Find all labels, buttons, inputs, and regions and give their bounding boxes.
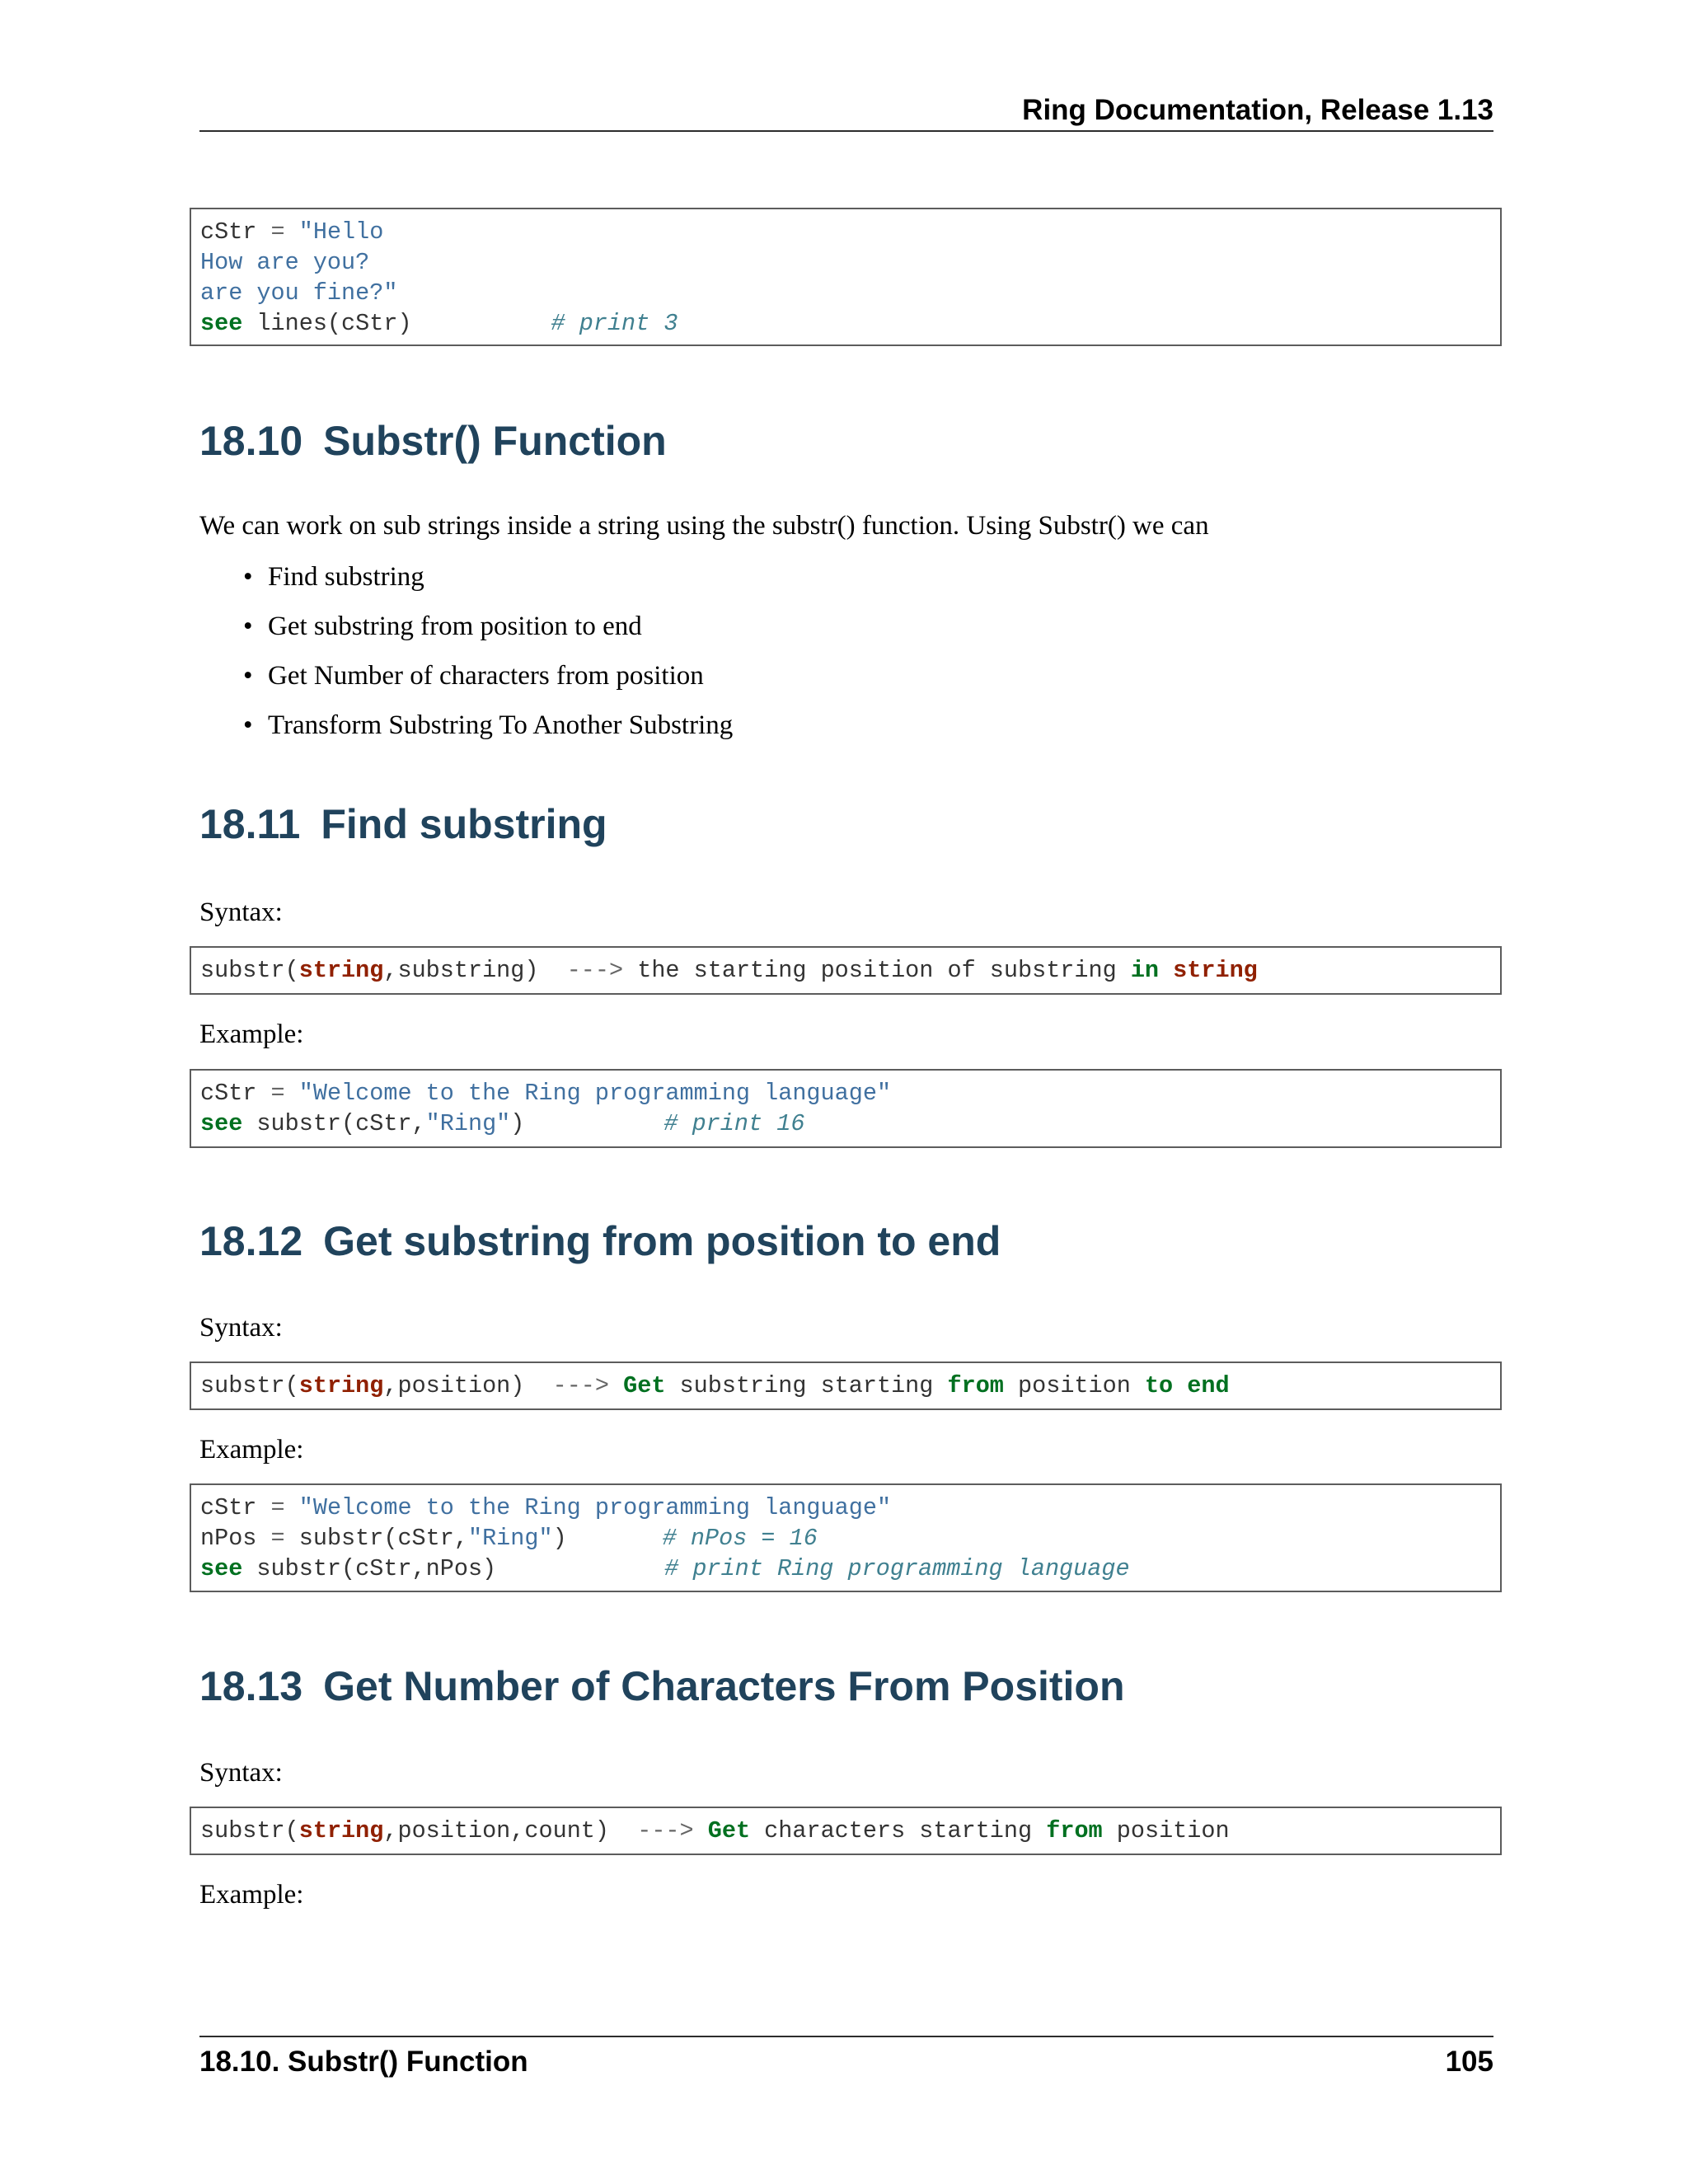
code-comment: # nPos = 16 [662, 1525, 818, 1552]
code-token: from [947, 1372, 1004, 1399]
list-item [243, 610, 733, 643]
code-block-example-position [190, 1483, 1502, 1592]
code-token: cStr [200, 1494, 257, 1521]
running-header [199, 91, 1493, 132]
code-token: "Welcome to the Ring programming language" [298, 1080, 892, 1107]
code-token: cStr [200, 1080, 257, 1107]
list-item [243, 659, 733, 692]
syntax-label: Syntax: [199, 898, 283, 927]
code-token: substr(cStr,nPos) [242, 1555, 497, 1582]
code-line [200, 1108, 1500, 1139]
bullet-icon: • [243, 562, 253, 592]
code-token: substr( [200, 1817, 299, 1844]
code-line [200, 217, 1500, 247]
code-block-syntax-find [190, 946, 1502, 995]
code-token: see [200, 1555, 243, 1582]
code-line [200, 1816, 1500, 1846]
running-footer [199, 2036, 1493, 2087]
code-token: ) [510, 1110, 525, 1137]
code-token: to [1144, 1372, 1174, 1399]
feature-list [243, 560, 733, 758]
code-token: substr(cStr, [298, 1525, 468, 1552]
section-title: Substr() Function [323, 418, 667, 464]
code-token: = [256, 1080, 299, 1107]
list-item-text: Transform Substring To Another Substring [268, 710, 734, 740]
section-title: Get substring from position to end [323, 1218, 1001, 1264]
code-token: "Ring" [467, 1525, 553, 1552]
header-title: Ring Documentation, Release 1.13 [1022, 94, 1493, 126]
code-comment: # print 3 [551, 310, 678, 337]
code-line [200, 308, 1500, 339]
bullet-icon: • [243, 710, 253, 740]
code-token: ---> [566, 957, 624, 984]
code-token: string [1173, 957, 1258, 984]
code-token: = [256, 1494, 299, 1521]
code-comment: # print Ring programming language [664, 1555, 1130, 1582]
code-token: string [298, 957, 384, 984]
list-item [243, 709, 733, 742]
code-token: end [1187, 1372, 1230, 1399]
code-token: position [1003, 1372, 1145, 1399]
code-token: nPos [200, 1525, 257, 1552]
code-line: are you fine?" [200, 279, 398, 307]
code-token: ---> [637, 1817, 694, 1844]
code-line [200, 955, 1500, 986]
list-item [243, 560, 733, 593]
code-token: substr( [200, 1372, 299, 1399]
section-title: Find substring [321, 801, 607, 847]
code-line [200, 1493, 1500, 1523]
code-token: = [256, 218, 299, 246]
example-label: Example: [199, 1880, 304, 1910]
code-token [1173, 1372, 1187, 1399]
code-token: lines(cStr) [242, 310, 412, 337]
code-token: string [298, 1817, 384, 1844]
list-item-text: Get Number of characters from position [268, 661, 704, 691]
bullet-icon: • [243, 612, 253, 641]
code-token: substr(cStr, [242, 1110, 426, 1137]
section-title: Get Number of Characters From Position [323, 1663, 1125, 1709]
code-token: substring starting [665, 1372, 948, 1399]
code-line [200, 1371, 1500, 1401]
code-token [609, 1372, 623, 1399]
code-line [200, 1523, 1500, 1554]
code-token: see [200, 1110, 243, 1137]
example-label: Example: [199, 1019, 304, 1049]
paragraph-intro: We can work on sub strings inside a string using the substr() function. Using Substr() we can [199, 511, 1209, 541]
code-token: Get [623, 1372, 666, 1399]
code-token: string [298, 1372, 384, 1399]
code-block-syntax-position [190, 1361, 1502, 1410]
code-token: ,position,count) [383, 1817, 638, 1844]
code-token: "Hello [298, 218, 384, 246]
section-heading-18-10 [199, 416, 667, 466]
code-token [694, 1817, 708, 1844]
code-block-syntax-count [190, 1807, 1502, 1855]
code-block-lines-example [190, 208, 1502, 346]
code-token: ,substring) [383, 957, 567, 984]
code-token: ---> [552, 1372, 610, 1399]
section-heading-18-12 [199, 1216, 1001, 1266]
bullet-icon: • [243, 661, 253, 691]
code-token: see [200, 310, 243, 337]
syntax-label: Syntax: [199, 1758, 283, 1788]
code-token: ) [552, 1525, 567, 1552]
code-token: "Welcome to the Ring programming language" [298, 1494, 892, 1521]
list-item-text: Find substring [268, 562, 424, 592]
section-heading-18-11 [199, 799, 607, 849]
code-token: ,position) [383, 1372, 553, 1399]
code-line [200, 1554, 1500, 1584]
section-number: 18.13 [199, 1663, 303, 1709]
section-heading-18-13 [199, 1661, 1125, 1711]
example-label: Example: [199, 1435, 304, 1465]
section-number: 18.10 [199, 418, 303, 464]
code-token: position [1102, 1817, 1230, 1844]
code-token: cStr [200, 218, 257, 246]
code-token [1159, 957, 1173, 984]
code-token: in [1130, 957, 1160, 984]
code-line [200, 1078, 1500, 1108]
syntax-label: Syntax: [199, 1313, 283, 1343]
code-comment: # print 16 [663, 1110, 805, 1137]
code-token: "Ring" [425, 1110, 511, 1137]
list-item-text: Get substring from position to end [268, 612, 642, 641]
code-token: characters starting [750, 1817, 1047, 1844]
code-token: Get [707, 1817, 751, 1844]
code-line: How are you? [200, 249, 370, 276]
code-token: from [1046, 1817, 1103, 1844]
code-token: substr( [200, 957, 299, 984]
code-token: the starting position of substring [623, 957, 1131, 984]
code-block-example-find [190, 1069, 1502, 1148]
footer-section-title: 18.10. Substr() Function [199, 2046, 528, 2078]
code-token: = [256, 1525, 299, 1552]
section-number: 18.12 [199, 1218, 303, 1264]
page-number: 105 [1445, 2046, 1493, 2078]
section-number: 18.11 [199, 801, 301, 847]
